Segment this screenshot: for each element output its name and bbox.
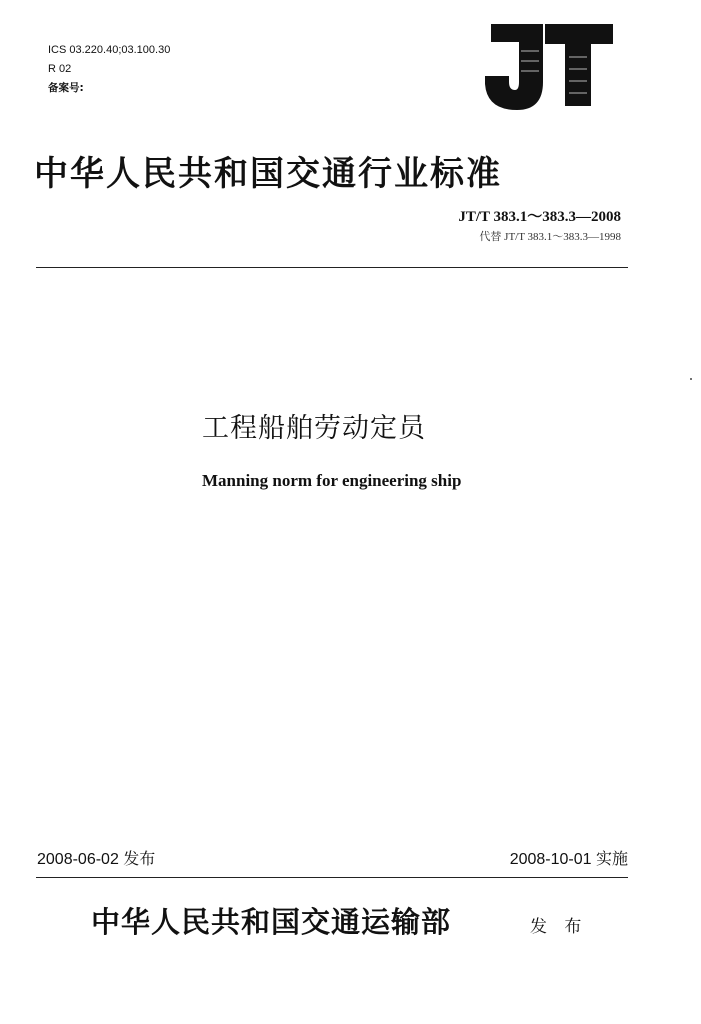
document-title-english: Manning norm for engineering ship xyxy=(202,471,462,490)
standard-category-title: 中华人民共和国交通行业标准 xyxy=(34,154,502,194)
ics-code: ICS 03.220.40;03.100.30 xyxy=(48,44,171,56)
scan-speck xyxy=(690,378,692,380)
publisher-action: 发 布 xyxy=(530,917,588,937)
jt-standard-logo-icon xyxy=(481,20,616,112)
classification-code: R 02 xyxy=(48,63,72,75)
standard-code: JT/T 383.1～383.3—2008 xyxy=(458,209,621,225)
top-divider xyxy=(36,267,628,268)
issue-date: 2008-06-02 发布 xyxy=(37,851,156,868)
replaces-standard: 代替 JT/T 383.1～383.3—1998 xyxy=(479,231,621,243)
implementation-date: 2008-10-01 实施 xyxy=(509,851,628,868)
filing-number-label: 备案号: xyxy=(48,82,84,94)
publisher-name: 中华人民共和国交通运输部 xyxy=(91,905,452,939)
document-title-chinese: 工程船舶劳动定员 xyxy=(202,413,426,444)
bottom-divider xyxy=(36,877,628,878)
